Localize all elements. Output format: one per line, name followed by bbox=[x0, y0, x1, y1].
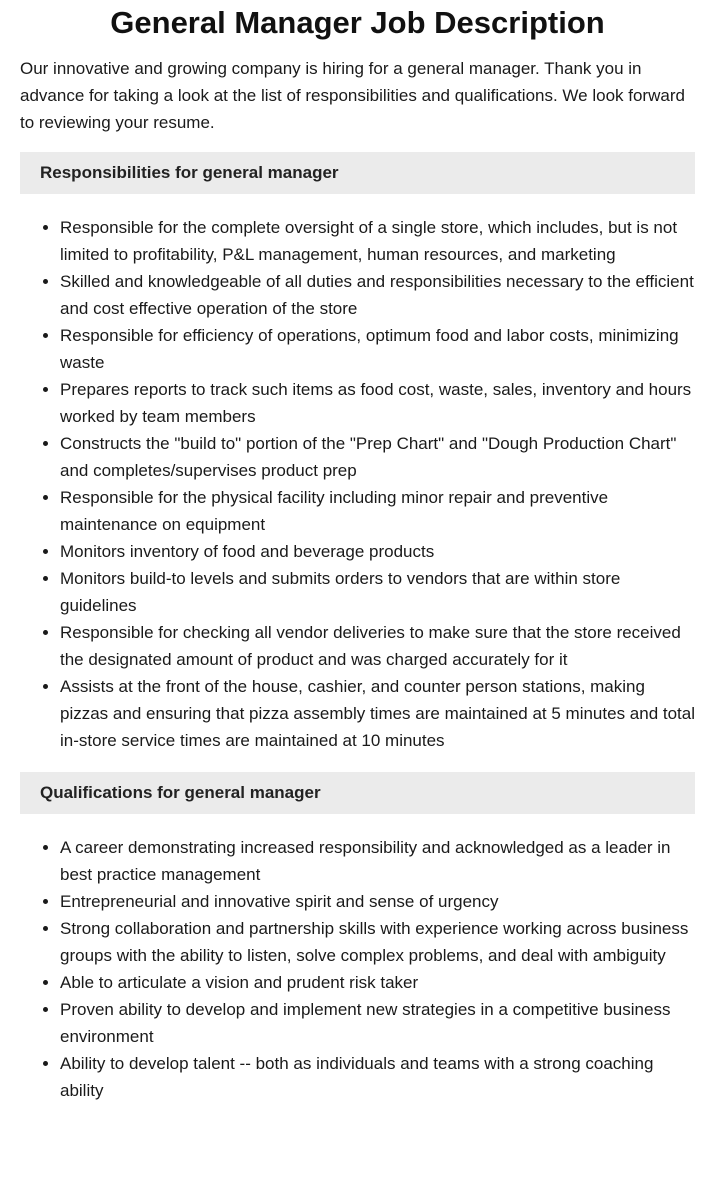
qualifications-list bbox=[20, 834, 695, 1104]
list-item: • Skilled and knowledgeable of all duties and responsibilities necessary to the efficient and cost effective operation of the store bbox=[60, 268, 695, 322]
list-item: • Strong collaboration and partnership skills with experience working across business groups with the ability to listen, solve complex problems, and deal with ambiguity bbox=[60, 915, 695, 969]
list-item: • Prepares reports to track such items as food cost, waste, sales, inventory and hours worked by team members bbox=[60, 376, 695, 430]
list-item: • A career demonstrating increased responsibility and acknowledged as a leader in best practice management bbox=[60, 834, 695, 888]
responsibilities-list bbox=[20, 214, 695, 754]
list-item: • Monitors inventory of food and beverage products bbox=[60, 538, 695, 565]
list-item: • Ability to develop talent -- both as individuals and teams with a strong coaching ability bbox=[60, 1050, 695, 1104]
list-item: • Entrepreneurial and innovative spirit and sense of urgency bbox=[60, 888, 695, 915]
list-item: • Assists at the front of the house, cashier, and counter person stations, making pizzas and ensuring that pizza assembly times are maintained at 5 minutes and total in-store service times are maintained at 10 minutes bbox=[60, 673, 695, 754]
list-item: • Responsible for the complete oversight of a single store, which includes, but is not limited to profitability, P&L management, human resources, and marketing bbox=[60, 214, 695, 268]
qualifications-heading: Qualifications for general manager bbox=[20, 772, 695, 814]
list-item: • Responsible for efficiency of operations, optimum food and labor costs, minimizing waste bbox=[60, 322, 695, 376]
list-item: • Monitors build-to levels and submits orders to vendors that are within store guidelines bbox=[60, 565, 695, 619]
list-item: • Able to articulate a vision and prudent risk taker bbox=[60, 969, 695, 996]
responsibilities-heading: Responsibilities for general manager bbox=[20, 152, 695, 194]
intro-paragraph: Our innovative and growing company is hiring for a general manager. Thank you in advance for taking a look at the list of responsibilities and qualifications. We look forward to reviewing your resume. bbox=[20, 59, 685, 132]
list-item: • Responsible for the physical facility including minor repair and preventive maintenance on equipment bbox=[60, 484, 695, 538]
list-item: • Proven ability to develop and implement new strategies in a competitive business environment bbox=[60, 996, 695, 1050]
page-title: General Manager Job Description bbox=[110, 5, 605, 40]
list-item: • Constructs the "build to" portion of the "Prep Chart" and "Dough Production Chart" and completes/supervises product prep bbox=[60, 430, 695, 484]
list-item: • Responsible for checking all vendor deliveries to make sure that the store received the designated amount of product and was charged accurately for it bbox=[60, 619, 695, 673]
